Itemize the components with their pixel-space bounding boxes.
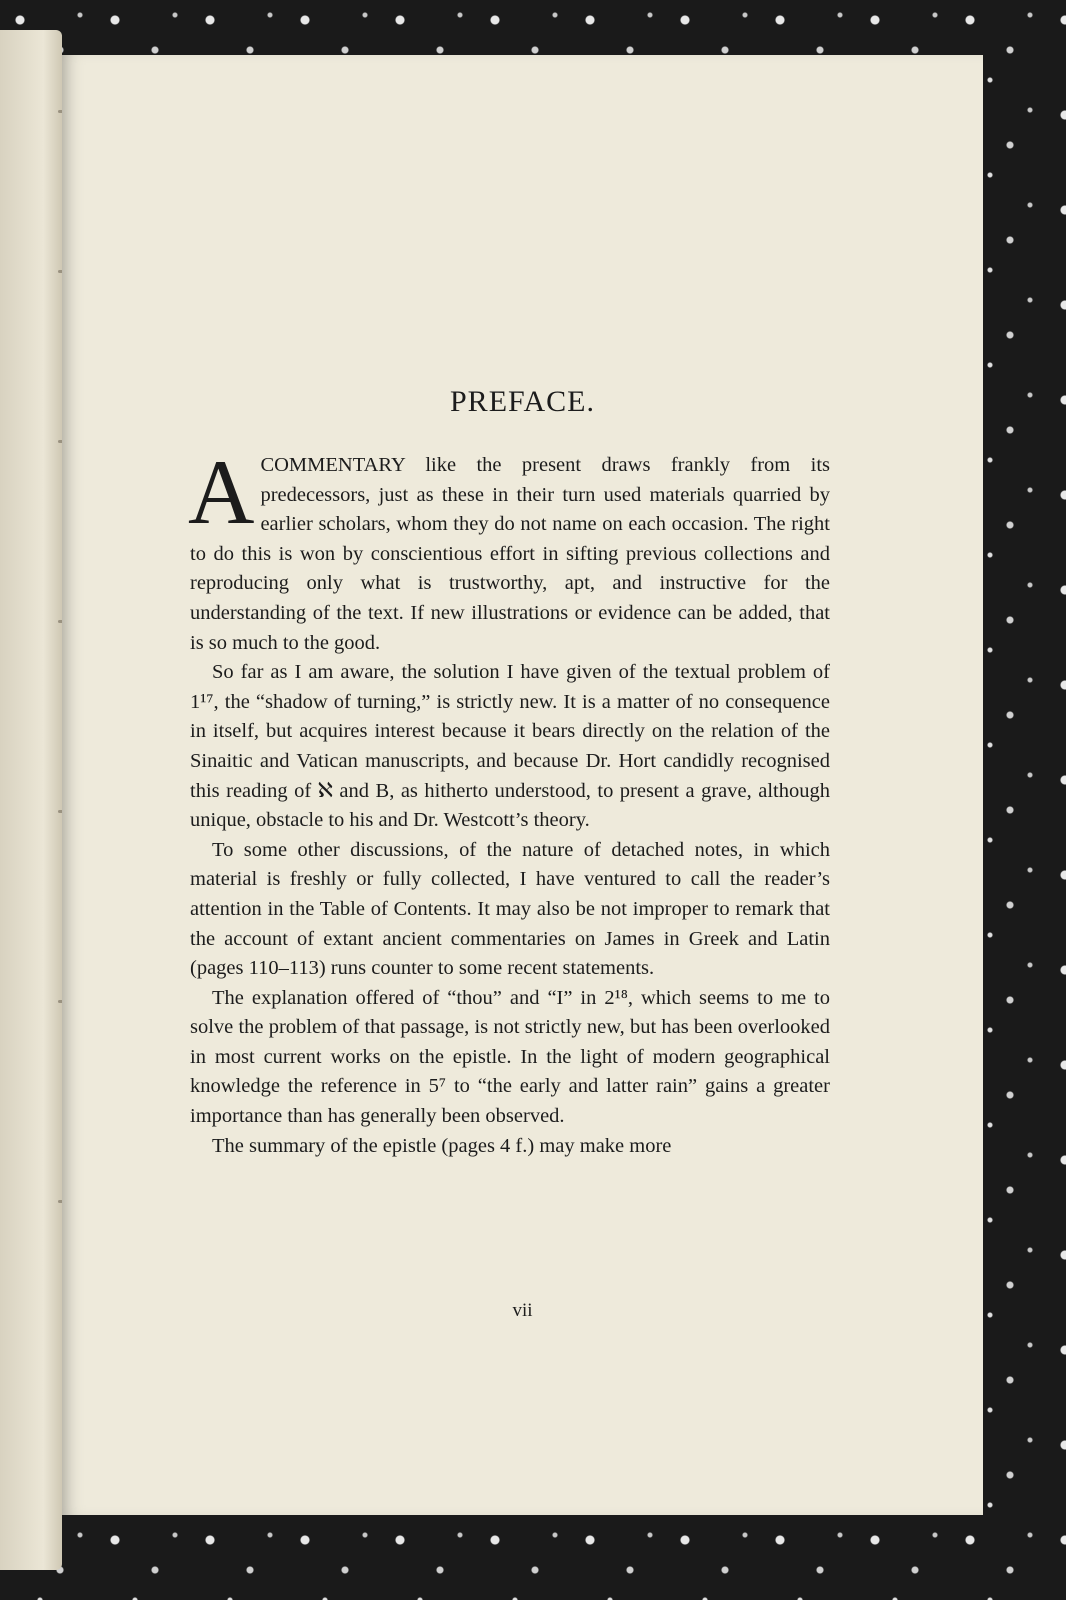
paragraph-2: So far as I am aware, the solution I have given of the textual problem of 1¹⁷, the “shadow of turning,” is strictly new. It is a matter of no consequence in itself, but acquires interest because it bears directly on the relation of the Sinaitic and Vatican manuscripts, and because Dr. Hort candidly recognised this reading of ℵ and B, as hitherto understood, to present a grave, although unique, obstacle to his and Dr. Westcott’s theory. — [190, 661, 830, 832]
page-heading: PREFACE. — [450, 385, 595, 418]
paragraph-1 — [188, 441, 830, 658]
preface-body — [188, 441, 830, 1161]
drop-cap: A — [188, 441, 255, 543]
paragraph-3: To some other discussions, of the nature of detached notes, in which material is freshly or fully collected, I have ventured to call the reader’s attention in the Table of Contents. It may also be not improper to remark that the account of extant ancient commentaries on James in Greek and Latin (pages 110–113) runs counter to some recent statements. — [190, 838, 830, 980]
facing-page-edge — [0, 30, 62, 1570]
paragraph-1-text: COMMENTARY like the present draws frankly from its predecessors, just as these in their turn used materials quarried by earlier scholars, whom they do not name on each occasion. The right to do this is won by conscientious effort in sifting previous collections and reproducing only what is trustworthy, apt, and instructive for the understanding of the text. If new illustrations or evidence can be added, that is so much to the good. — [190, 454, 830, 654]
book-page — [62, 55, 983, 1515]
page-number: vii — [512, 1300, 533, 1321]
paragraph-5: The summary of the epistle (pages 4 f.) may make more — [212, 1134, 672, 1157]
paragraph-4: The explanation offered of “thou” and “I” in 2¹⁸, which seems to me to solve the problem of that passage, is not strictly new, but has been overlooked in most current works on the epistle. In the light of modern geographical knowledge the reference in 5⁷ to “the early and latter rain” gains a greater importance than has generally been observed. — [190, 986, 830, 1128]
